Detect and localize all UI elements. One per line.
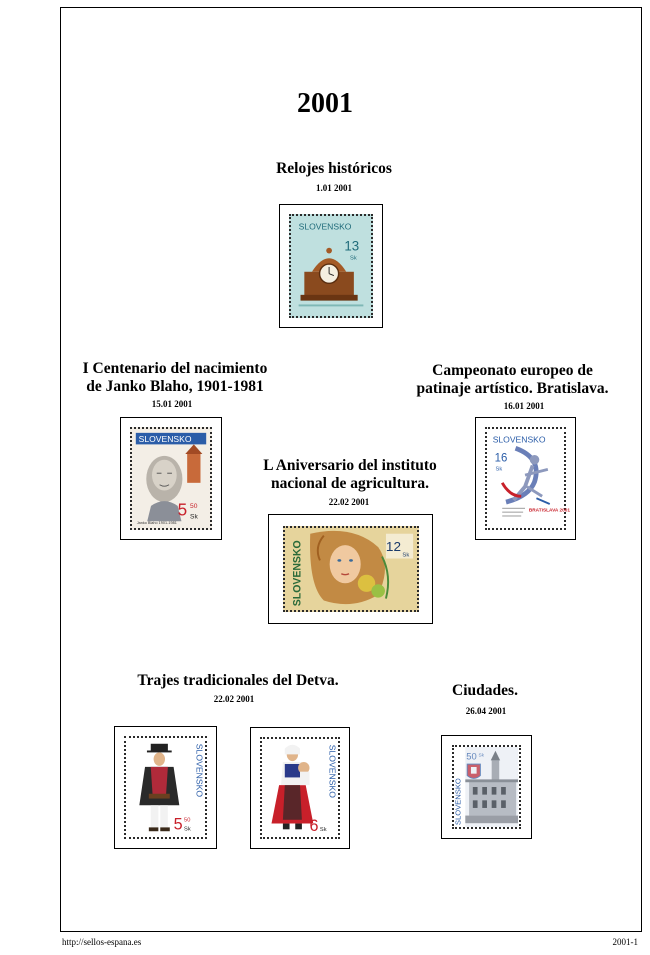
issue-date-agriculture: 22.02 2001 [328, 497, 370, 507]
issue-date-costumes: 22.02 2001 [213, 694, 255, 704]
figure-skater-icon [502, 448, 550, 504]
footer-page-number: 2001-1 [612, 937, 638, 947]
stamp-unit: Sk [495, 466, 503, 473]
stamp-country: SLOVENSKO [291, 540, 304, 607]
stamp-value: 5 [173, 815, 183, 834]
stamp-fraction: 50 [190, 502, 198, 510]
clock-icon [301, 248, 358, 301]
stamp-unit: Sk [350, 255, 357, 262]
stamp-costume-woman[interactable] [260, 737, 340, 839]
stamp-unit: Sk [402, 552, 410, 559]
stamp-blaho[interactable] [130, 427, 212, 530]
footer-url[interactable]: http://sellos-espana.es [62, 937, 142, 947]
issue-title-blaho-line1: I Centenario del nacimiento [82, 360, 268, 377]
issue-title-agriculture-line1: L Aniversario del instituto [263, 457, 437, 474]
issue-title-blaho-line2: de Janko Blaho, 1901-1981 [86, 378, 264, 395]
folk-costume-woman-icon [272, 745, 314, 830]
stamp-value: 5 [177, 499, 188, 520]
issue-date-cities: 26.04 2001 [465, 706, 507, 716]
stamp-value: 50 [466, 751, 477, 763]
stamp-country: SLOVENSKO [327, 744, 338, 798]
stamp-cities[interactable] [452, 745, 521, 829]
issue-title-clocks: Relojes históricos [276, 160, 392, 177]
stamp-country: SLOVENSKO [194, 743, 205, 798]
stamp-value: 12 [385, 538, 402, 554]
stamp-unit: Sk [319, 827, 327, 834]
stamp-skating[interactable] [485, 427, 571, 530]
issue-title-costumes: Trajes tradicionales del Detva. [137, 672, 339, 689]
stamp-agriculture[interactable] [283, 526, 419, 612]
stamp-clock[interactable] [289, 214, 373, 318]
stamp-country: SLOVENSKO [138, 433, 192, 444]
stamp-fraction: 50 [184, 817, 191, 824]
issue-title-skating-line1: Campeonato europeo de [432, 362, 593, 379]
stamp-country: SLOVENSKO [492, 434, 546, 445]
issue-title-skating-line2: patinaje artístico. Bratislava. [416, 380, 609, 397]
stamp-value: 13 [344, 238, 360, 254]
stamp-country: SLOVENSKO [453, 778, 463, 826]
issue-date-clocks: 1.01 2001 [316, 183, 352, 193]
stamp-country: SLOVENSKO [298, 221, 352, 232]
stamp-unit: Sk [478, 753, 484, 759]
issue-date-blaho: 15.01 2001 [151, 399, 193, 409]
stamp-caption: BRATISLAVA 2001 [528, 508, 571, 514]
issue-title-cities: Ciudades. [452, 682, 518, 699]
stamp-value: 16 [494, 452, 508, 465]
page-year: 2001 [297, 88, 353, 119]
issue-date-skating: 16.01 2001 [503, 401, 545, 411]
stamp-caption: Janko Blaho 1901-1981 [136, 521, 177, 526]
town-hall-icon [465, 747, 518, 827]
stamp-unit: Sk [184, 826, 191, 833]
stamp-value: 6 [309, 817, 319, 836]
stamp-unit: Sk [190, 513, 198, 521]
stamp-costume-man[interactable] [124, 736, 207, 839]
issue-title-agriculture-line2: nacional de agricultura. [270, 475, 429, 492]
